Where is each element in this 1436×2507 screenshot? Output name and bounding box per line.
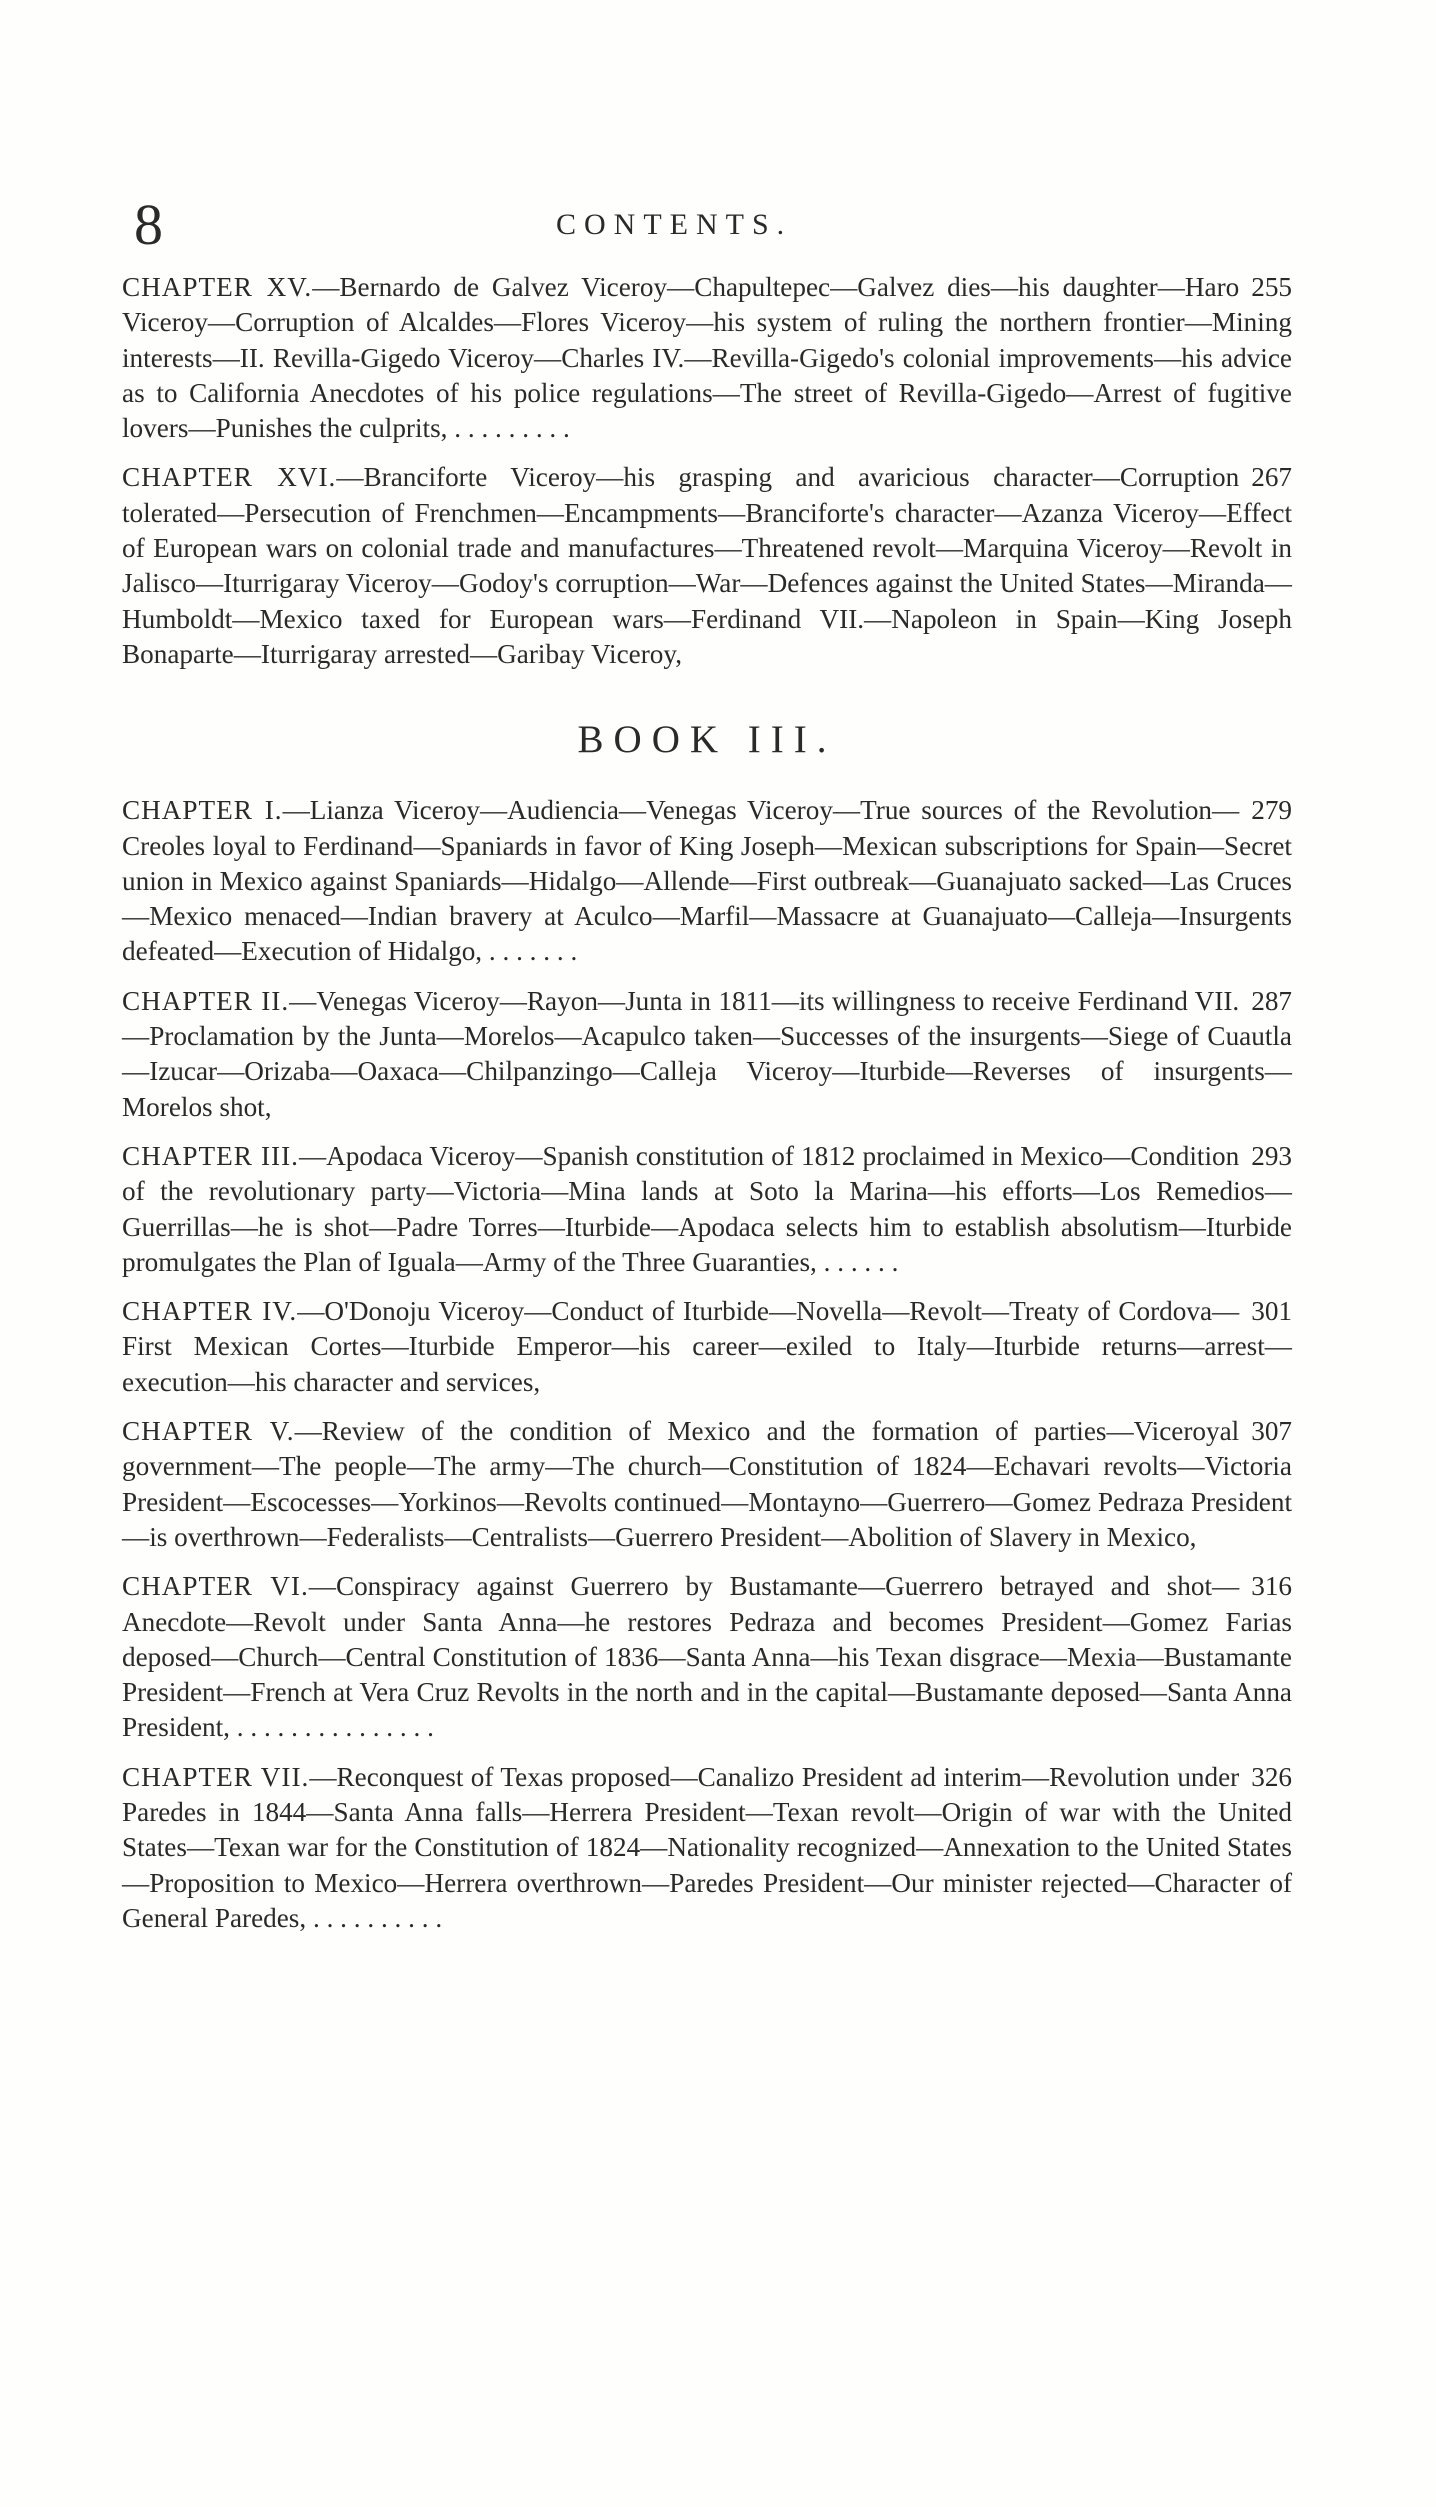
chapter-summary: —Apodaca Viceroy—Spanish constitution of 1812 proclaimed in Mexico—Condition of the revolutionary party—Victoria—Mina lands at Soto la Marina—his efforts—Los Remedios—Guerrillas—he is shot—Padre Torres—Iturbide—Apodaca selects him to establish absolutism—Iturbide promulgates the Plan of Iguala—Army of the Three Guaranties, . . . . . . [122, 1140, 1292, 1277]
chapter-summary: —Lianza Viceroy—Audiencia—Venegas Viceroy—True sources of the Revolution—Creoles loyal to Ferdinand—Spaniards in favor of King Joseph—Mexican subscriptions for Spain—Secret union in Mexico against Spaniards—Hidalgo—Allende—First outbreak—Guanajuato sacked—Las Cruces—Mexico menaced—Indian bravery at Aculco—Marfil—Massacre at Guanajuato—Calleja—Insurgents defeated—Execution of Hidalgo, . . . . . . . [122, 795, 1292, 967]
chapter-label: CHAPTER IV. [122, 1296, 298, 1327]
page-ref: 267 [1251, 462, 1292, 493]
toc-entry-chapter-iii [122, 1139, 1292, 1280]
chapter-summary: —Reconquest of Texas proposed—Canalizo President ad interim—Revolution under Paredes in 1844—Santa Anna falls—Herrera President—Texan revolt—Origin of war with the United States—Texan war for the Constitution of 1824—Nationality recognized—Annexation to the United States—Proposition to Mexico—Herrera overthrown—Paredes President—Our minister rejected—Character of General Paredes, . . . . . . . . . . [122, 1761, 1292, 1933]
chapter-label: CHAPTER III. [122, 1140, 299, 1171]
chapter-summary: —Conspiracy against Guerrero by Bustamante—Guerrero betrayed and shot—Anecdote—Revolt under Santa Anna—he restores Pedraza and becomes President—Gomez Farias deposed—Church—Central Constitution of 1836—Santa Anna—his Texan disgrace—Mexia—Bustamante President—French at Vera Cruz Revolts in the north and in the capital—Bustamante deposed—Santa Anna President, . . . . . . . . . . . . . . . [122, 1571, 1292, 1743]
chapter-label: CHAPTER VII. [122, 1761, 310, 1792]
chapter-label: CHAPTER XVI. [122, 462, 337, 493]
toc-entry-chapter-xvi [122, 460, 1292, 672]
toc-entry-chapter-iv [122, 1294, 1292, 1400]
toc-entry-chapter-v [122, 1414, 1292, 1555]
toc-entry-chapter-xv [122, 270, 1292, 446]
page-ref: 301 [1251, 1296, 1292, 1327]
toc-entry-chapter-vi [122, 1569, 1292, 1745]
toc-entry-chapter-vii [122, 1760, 1292, 1936]
toc-entry-chapter-ii [122, 984, 1292, 1125]
chapter-label: CHAPTER II. [122, 985, 290, 1016]
table-of-contents [122, 270, 1292, 1950]
chapter-label: CHAPTER I. [122, 795, 283, 826]
page-ref: 279 [1251, 795, 1292, 826]
book-heading: BOOK III. [577, 718, 837, 762]
page-ref: 287 [1251, 985, 1292, 1016]
page-ref: 316 [1251, 1571, 1292, 1602]
page-ref: 326 [1251, 1761, 1292, 1792]
page-ref: 293 [1251, 1140, 1292, 1171]
page-ref: 255 [1251, 272, 1292, 302]
toc-entry-chapter-i [122, 793, 1292, 969]
chapter-summary: —Branciforte Viceroy—his grasping and avaricious character—Corruption tolerated—Persecution of Frenchmen—Encampments—Branciforte's character—Azanza Viceroy—Effect of European wars on colonial trade and manufactures—Threatened revolt—Marquina Viceroy—Revolt in Jalisco—Iturrigaray Viceroy—Godoy's corruption—War—Defences against the United States—Miranda—Humboldt—Mexico taxed for European wars—Ferdinand VII.—Napoleon in Spain—King Joseph Bonaparte—Iturrigaray arrested—Garibay Viceroy, [122, 462, 1292, 669]
chapter-summary: —Bernardo de Galvez Viceroy—Chapultepec—Galvez dies—his daughter—Haro Viceroy—Corruption of Alcaldes—Flores Viceroy—his system of ruling the northern frontier—Mining interests—II. Revilla-Gigedo Viceroy—Charles IV.—Revilla-Gigedo's colonial improvements—his advice as to California Anecdotes of his police regulations—The street of Revilla-Gigedo—Arrest of fugitive lovers—Punishes the culprits, . . . . . . . . . [122, 272, 1292, 444]
chapter-label: CHAPTER VI. [122, 1571, 309, 1602]
running-head: CONTENTS. [556, 208, 793, 241]
chapter-label: CHAPTER XV. [122, 272, 313, 302]
page-number: 8 [134, 192, 163, 257]
page-ref: 307 [1251, 1416, 1292, 1447]
chapter-summary: —O'Donoju Viceroy—Conduct of Iturbide—Novella—Revolt—Treaty of Cordova—First Mexican Cortes—Iturbide Emperor—his career—exiled to Italy—Iturbide returns—arrest—execution—his character and services, [122, 1296, 1292, 1397]
chapter-summary: —Review of the condition of Mexico and the formation of parties—Viceroyal government—The people—The army—The church—Constitution of 1824—Echavari revolts—Victoria President—Escocesses—Yorkinos—Revolts continued—Montayno—Guerrero—Gomez Pedraza President—is overthrown—Federalists—Centralists—Guerrero President—Abolition of Slavery in Mexico, [122, 1416, 1292, 1552]
chapter-label: CHAPTER V. [122, 1416, 295, 1447]
chapter-summary: —Venegas Viceroy—Rayon—Junta in 1811—its willingness to receive Ferdinand VII.—Proclamation by the Junta—Morelos—Acapulco taken—Successes of the insurgents—Siege of Cuautla—Izucar—Orizaba—Oaxaca—Chilpanzingo—Calleja Viceroy—Iturbide—Reverses of insurgents—Morelos shot, [122, 985, 1292, 1122]
